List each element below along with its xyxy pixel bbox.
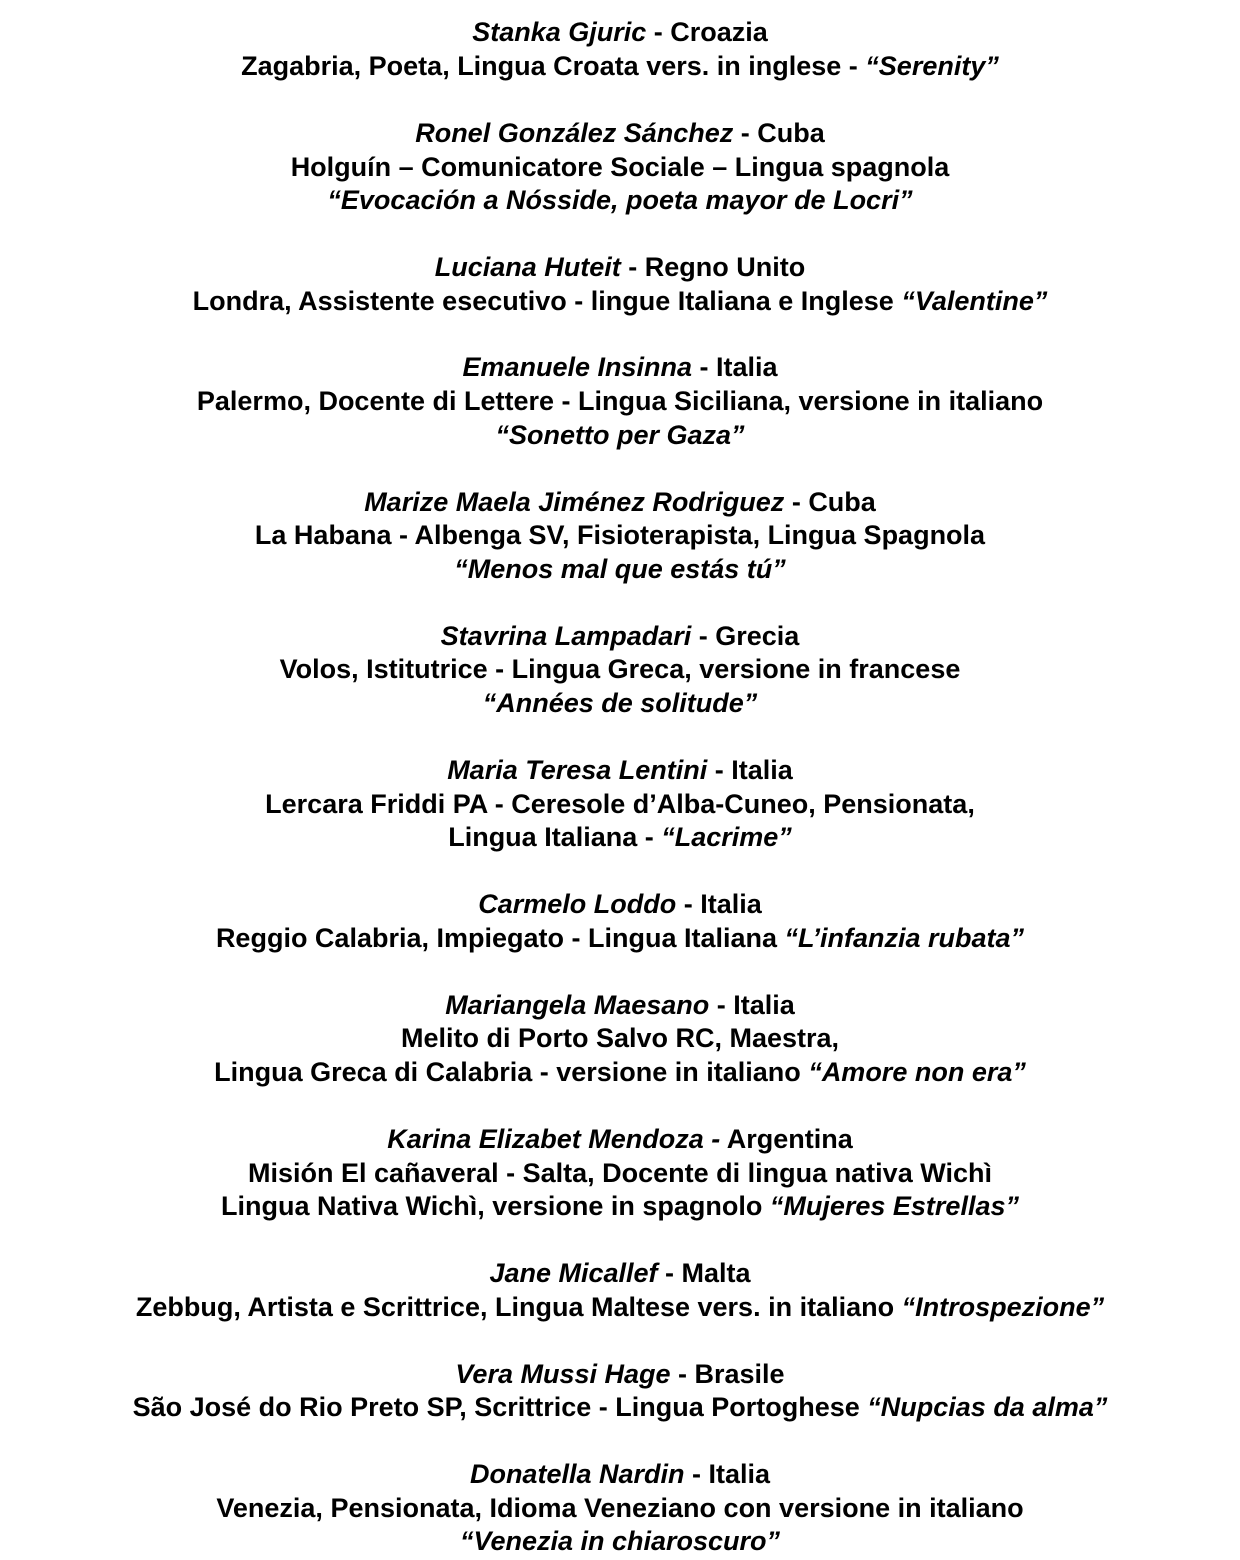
author-details: Misión El cañaveral - Salta, Docente di lingua nativa Wichì [248,1158,992,1188]
author-country: Italia [708,1459,771,1489]
author-country: Regno Unito [644,252,806,282]
author-details: São José do Rio Preto SP, Scrittrice - Lingua Portoghese [132,1392,868,1422]
author-country: Italia [716,352,778,382]
entry-details-line [0,787,1240,821]
author-name: Maria Teresa Lentini [447,755,708,785]
poem-title: “Serenity” [865,51,999,81]
author-name: Luciana Huteit [434,252,621,282]
entry-name-line: Stavrina Lampadari - Grecia [440,621,800,651]
entry-name-line: Vera Mussi Hage - Brasile [455,1359,785,1389]
author-name: Carmelo Loddo [478,889,677,919]
entry-details-line [0,284,1240,318]
author-details: Reggio Calabria, Impiegato - Lingua Italiana [215,923,785,953]
poem-title: “Introspezione” [901,1292,1105,1322]
entry-name-line: Maria Teresa Lentini - Italia [447,755,793,785]
author-details: Zagabria, Poeta, Lingua Croata vers. in inglese - [241,51,866,81]
entry-title-line [0,686,1240,720]
author-name: Marize Maela Jiménez Rodriguez [364,487,785,517]
poem-title: “Lacrime” [661,822,792,852]
author-details: Melito di Porto Salvo RC, Maestra, [400,1023,840,1053]
entry-name-line [0,1122,1240,1156]
author-country: Malta [681,1258,751,1288]
author-details: Palermo, Docente di Lettere - Lingua Siciliana, versione in italiano [196,386,1044,416]
entry-details-line [0,1491,1240,1525]
entry-details-line [0,1021,1240,1055]
entry-details-line [0,652,1240,686]
poem-title: “Evocación a Nósside, poeta mayor de Locri” [327,185,913,215]
entry-details-line [0,49,1240,83]
entry-details-line [0,384,1240,418]
author-country: Italia [733,990,795,1020]
poem-title: “Nupcias da alma” [867,1392,1108,1422]
author-details: Lingua Italiana - [448,822,662,852]
author-name: Vera Mussi Hage [455,1359,671,1389]
entry-name-line: Mariangela Maesano - Italia [445,990,795,1020]
entry-details-line [0,1189,1240,1223]
author-name: Stanka Gjuric [472,17,647,47]
author-details: Lercara Friddi PA - Ceresole d’Alba-Cuneo, Pensionata, [265,789,975,819]
author-name: Donatella Nardin [469,1459,685,1489]
poem-title: “Amore non era” [808,1057,1026,1087]
author-name: Emanuele Insinna [462,352,693,382]
author-name: Jane Micallef [489,1258,658,1288]
author-details: Holguín – Comunicatore Sociale – Lingua spagnola [290,152,950,182]
poem-title: “L’infanzia rubata” [784,923,1025,953]
author-name: Karina Elizabet Mendoza - [387,1124,721,1154]
author-country: Argentina [726,1124,853,1154]
author-country: Cuba [757,118,825,148]
author-details: Venezia, Pensionata, Idioma Veneziano con versione in italiano [216,1493,1024,1523]
author-details: Lingua Nativa Wichì, versione in spagnolo [221,1191,770,1221]
author-country: Cuba [808,487,876,517]
entry-title-line [0,1524,1240,1558]
author-country: Grecia [715,621,800,651]
entry-name-line: Ronel González Sánchez - Cuba [415,118,825,148]
entry-title-line [0,418,1240,452]
entry-name-line: Carmelo Loddo - Italia [478,889,762,919]
author-details: Volos, Istitutrice - Lingua Greca, versione in francese [279,654,961,684]
entry-name-line: Stanka Gjuric - Croazia [472,17,768,47]
author-name: Ronel González Sánchez [415,118,734,148]
entry-details-line [0,921,1240,955]
author-country: Croazia [670,17,768,47]
entry-details-line [0,1156,1240,1190]
author-name: Stavrina Lampadari [440,621,692,651]
entry-details-line [0,1390,1240,1424]
entry-name-line: Marize Maela Jiménez Rodriguez - Cuba [364,487,876,517]
author-country: Italia [731,755,793,785]
entry-details-line [0,150,1240,184]
entry-title-line [0,552,1240,586]
poem-title: “Venezia in chiaroscuro” [459,1526,781,1556]
entry-details-line [0,820,1240,854]
poem-title: “Menos mal que estás tú” [454,554,786,584]
entry-details-line [0,1055,1240,1089]
entry-name-line: Jane Micallef - Malta [489,1258,751,1288]
entry-name-line: Donatella Nardin - Italia [469,1459,771,1489]
author-details: Lingua Greca di Calabria - versione in italiano [214,1057,809,1087]
author-details: Londra, Assistente esecutivo - lingue Italiana e Inglese [192,286,902,316]
entry-name-line: Emanuele Insinna - Italia [462,352,778,382]
entry-name-line: Luciana Huteit - Regno Unito [434,252,806,282]
poem-title: “Mujeres Estrellas” [769,1191,1019,1221]
author-name: Mariangela Maesano [445,990,710,1020]
author-details: La Habana - Albenga SV, Fisioterapista, Lingua Spagnola [254,520,986,550]
entry-details-line [0,1290,1240,1324]
poem-title: “Années de solitude” [482,688,758,718]
author-country: Italia [700,889,762,919]
poem-title: “Valentine” [901,286,1048,316]
entry-details-line [0,518,1240,552]
author-details: Zebbug, Artista e Scrittrice, Lingua Maltese vers. in italiano [135,1292,902,1322]
author-country: Brasile [694,1359,785,1389]
poem-title: “Sonetto per Gaza” [495,420,745,450]
entry-title-line [0,183,1240,217]
